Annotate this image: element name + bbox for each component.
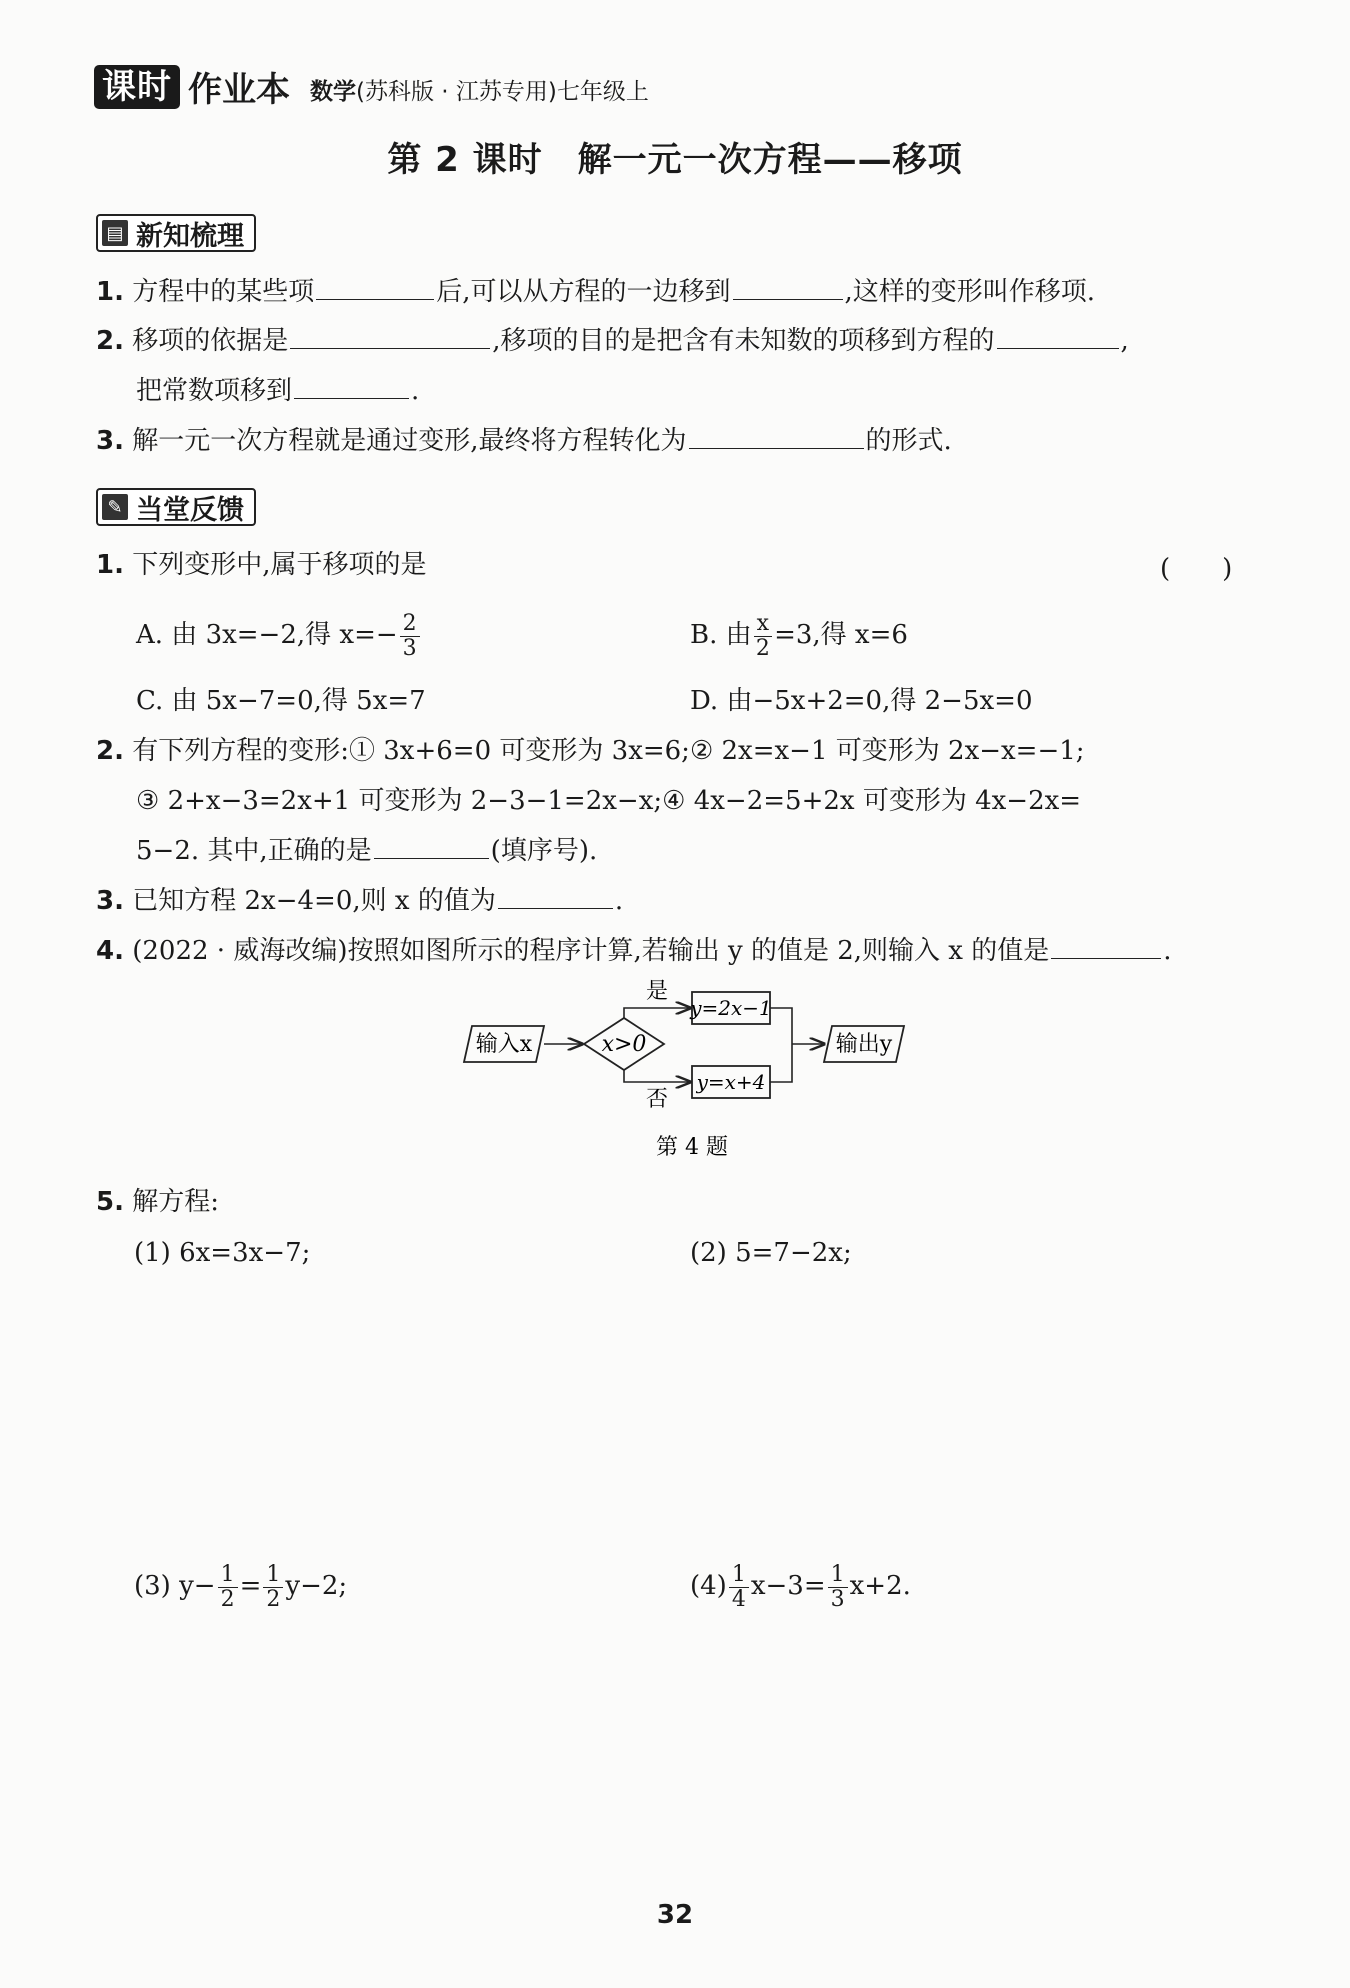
feedback-q3 [96, 884, 623, 918]
book-name: 作业本 [188, 70, 290, 110]
numerator: 2 [400, 612, 420, 637]
brand-logo: 课时 [94, 65, 180, 109]
question-number: 4. [96, 936, 124, 966]
equation-2: (2) 5=7−2x; [690, 1238, 852, 1268]
feedback-q4 [96, 934, 1172, 968]
question-text: , [1120, 326, 1129, 356]
question-text: 5−2. 其中,正确的是 [136, 836, 372, 866]
book-icon: ▤ [102, 220, 128, 246]
question-text: 下列变形中,属于移项的是 [132, 550, 427, 580]
equation-text: x+2. [849, 1571, 911, 1601]
question-text: 移项的依据是 [132, 326, 289, 356]
input-label: 输入x [475, 1032, 533, 1057]
numerator: 1 [729, 1563, 749, 1588]
section-tag-knowledge [96, 214, 256, 252]
option-b[interactable] [690, 605, 908, 665]
section-title: 当堂反馈 [136, 494, 244, 526]
question-text: 解方程: [132, 1187, 219, 1217]
fraction [754, 612, 772, 661]
equation-4 [690, 1556, 911, 1616]
header-brand [94, 62, 649, 111]
question-text: 把常数项移到 [136, 376, 293, 406]
denominator: 3 [830, 1586, 845, 1612]
question-text: (2022 · 威海改编)按照如图所示的程序计算,若输出 y 的值是 2,则输入 x 的值是 [132, 936, 1050, 966]
question-text: . [411, 376, 420, 406]
answer-blank[interactable] [294, 374, 409, 399]
fraction [400, 612, 420, 661]
denominator: 3 [402, 635, 417, 661]
edition: (苏科版 · 江苏专用)七年级上 [356, 79, 649, 105]
option-text: B. 由 [690, 620, 752, 650]
answer-paren[interactable]: ( ) [1160, 554, 1233, 584]
equation-text: y−2; [285, 1571, 348, 1601]
question-number: 3. [96, 886, 124, 916]
question-text: (填序号). [490, 836, 598, 866]
numerator: 1 [218, 1563, 238, 1588]
section-tag-feedback [96, 488, 256, 526]
denominator: 2 [266, 1586, 281, 1612]
answer-blank[interactable] [733, 275, 843, 300]
answer-blank[interactable] [997, 324, 1119, 349]
question-number: 5. [96, 1187, 124, 1217]
fraction [828, 1563, 848, 1612]
feedback-q2-l3 [136, 834, 597, 868]
question-number: 3. [96, 426, 124, 456]
fraction [218, 1563, 238, 1612]
question-text: . [614, 886, 624, 916]
fraction [263, 1563, 283, 1612]
answer-blank[interactable] [290, 324, 490, 349]
question-text: 方程中的某些项 [132, 277, 315, 307]
section-title: 新知梳理 [136, 220, 244, 252]
option-a[interactable] [136, 605, 422, 665]
question-text: 已知方程 2x−4=0,则 x 的值为 [132, 886, 496, 916]
pencil-icon: ✎ [102, 494, 128, 520]
yes-label: 是 [645, 979, 669, 1004]
lesson-title: 第 2 课时 解一元一次方程——移项 [387, 140, 963, 180]
option-text: =3,得 x=6 [774, 620, 908, 650]
option-d[interactable]: D. 由−5x+2=0,得 2−5x=0 [690, 686, 1033, 716]
question-text: ,移项的目的是把含有未知数的项移到方程的 [492, 326, 995, 356]
feedback-q2 [96, 734, 1085, 768]
numerator: 1 [828, 1563, 848, 1588]
option-c[interactable]: C. 由 5x−7=0,得 5x=7 [136, 686, 426, 716]
subject: 数学 [310, 79, 356, 105]
question-number: 1. [96, 277, 124, 307]
yes-formula: y=2x−1 [690, 996, 772, 1020]
answer-blank[interactable] [374, 834, 489, 859]
condition-label: x>0 [601, 1032, 647, 1057]
no-formula: y=x+4 [696, 1070, 766, 1094]
question-text: 后,可以从方程的一边移到 [436, 277, 731, 307]
feedback-q2-l2: ③ 2+x−3=2x+1 可变形为 2−3−1=2x−x;④ 4x−2=5+2x 可变形为 4x−2x= [136, 786, 1082, 816]
question-number: 2. [96, 326, 124, 356]
question-number: 1. [96, 550, 124, 580]
equation-3 [134, 1556, 347, 1616]
program-flowchart [460, 978, 930, 1178]
output-label: 输出y [835, 1032, 893, 1057]
book-subtitle [310, 67, 649, 106]
knowledge-q2-cont [136, 374, 419, 408]
numerator: x [754, 612, 772, 637]
question-text: . [1163, 936, 1172, 966]
yes-arrow [624, 1008, 690, 1018]
equation-1: (1) 6x=3x−7; [134, 1238, 311, 1268]
equation-text: (4) [690, 1571, 727, 1601]
question-text: ,这样的变形叫作移项. [844, 277, 1096, 307]
question-number: 2. [96, 736, 124, 766]
denominator: 2 [755, 635, 770, 661]
option-text: A. 由 3x=−2,得 x=− [136, 620, 398, 650]
feedback-q1 [96, 548, 427, 582]
answer-blank[interactable] [316, 275, 434, 300]
numerator: 1 [263, 1563, 283, 1588]
feedback-q5 [96, 1185, 219, 1219]
knowledge-q2 [96, 324, 1129, 358]
knowledge-q1 [96, 275, 1095, 309]
equation-text: x−3= [750, 1571, 826, 1601]
page-number: 32 [656, 1900, 694, 1930]
denominator: 4 [731, 1586, 746, 1612]
knowledge-q3 [96, 424, 952, 458]
answer-blank[interactable] [689, 424, 864, 449]
no-label: 否 [645, 1087, 669, 1112]
figure-caption: 第 4 题 [656, 1135, 728, 1160]
question-text: 有下列方程的变形:① 3x+6=0 可变形为 3x=6;② 2x=x−1 可变形为 2x−x=−1; [132, 736, 1085, 766]
answer-blank[interactable] [1051, 934, 1161, 959]
merge-line [770, 1008, 792, 1082]
no-arrow [624, 1070, 690, 1082]
denominator: 2 [220, 1586, 235, 1612]
equation-text: (3) y− [134, 1571, 216, 1601]
question-text: 的形式. [865, 426, 952, 456]
answer-blank[interactable] [498, 884, 613, 909]
question-text: 解一元一次方程就是通过变形,最终将方程转化为 [132, 426, 687, 456]
fraction [729, 1563, 749, 1612]
equation-text: = [239, 1571, 262, 1601]
